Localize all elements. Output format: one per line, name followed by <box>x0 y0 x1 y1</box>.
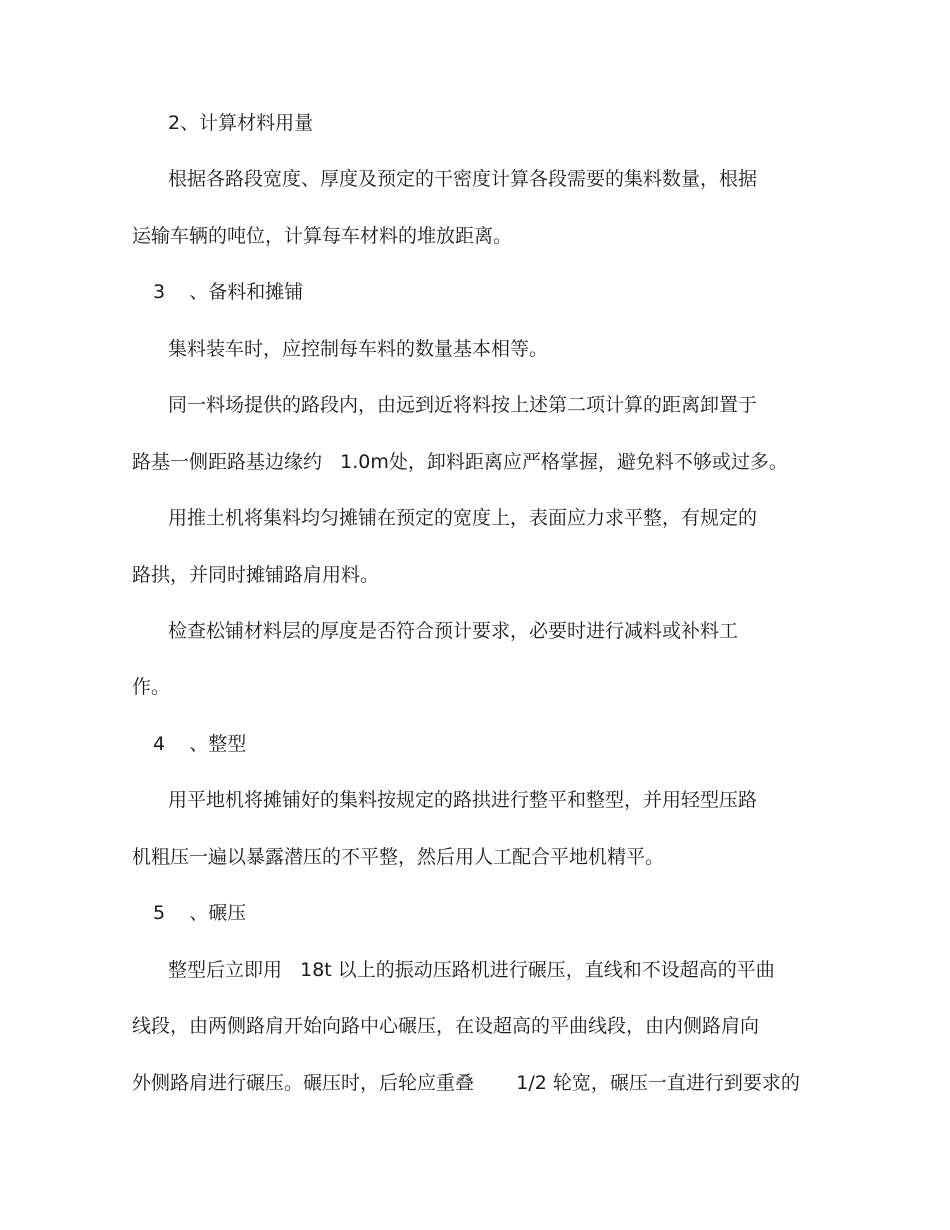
section-heading-4: 4 、整型 <box>153 733 247 755</box>
paragraph-line: 路拱，并同时摊铺路肩用料。 <box>132 564 380 586</box>
paragraph-line: 根据各路段宽度、厚度及预定的干密度计算各段需要的集料数量，根据 <box>168 168 758 190</box>
paragraph-line: 整型后立即用 18t 以上的振动压路机进行碾压，直线和不设超高的平曲 <box>168 959 775 981</box>
paragraph-line: 路基一侧距路基边缘约 1.0m处，卸料距离应严格掌握，避免料不够或过多。 <box>132 451 788 473</box>
paragraph-line: 运输车辆的吨位，计算每车材料的堆放距离。 <box>132 225 513 247</box>
paragraph-line: 用平地机将摊铺好的集料按规定的路拱进行整平和整型，并用轻型压路 <box>168 789 758 811</box>
section-heading-2: 2、计算材料用量 <box>168 112 314 134</box>
paragraph-line: 机粗压一遍以暴露潜压的不平整，然后用人工配合平地机精平。 <box>132 846 665 868</box>
section-heading-3: 3 、备料和摊铺 <box>153 281 304 303</box>
paragraph-line: 作。 <box>132 676 171 698</box>
paragraph-line: 线段，由两侧路肩开始向路中心碾压，在设超高的平曲线段，由内侧路肩向 <box>132 1015 760 1037</box>
section-heading-5: 5 、碾压 <box>153 902 247 924</box>
paragraph-line: 检查松铺材料层的厚度是否符合预计要求，必要时进行减料或补料工 <box>168 620 739 642</box>
paragraph-line: 用推土机将集料均匀摊铺在预定的宽度上，表面应力求平整，有规定的 <box>168 507 758 529</box>
paragraph-line: 集料装车时，应控制每车料的数量基本相等。 <box>168 338 549 360</box>
paragraph-line: 外侧路肩进行碾压。碾压时，后轮应重叠 1/2 轮宽，碾压一直进行到要求的 <box>132 1072 800 1094</box>
paragraph-line: 同一料场提供的路段内，由远到近将料按上述第二项计算的距离卸置于 <box>168 394 758 416</box>
